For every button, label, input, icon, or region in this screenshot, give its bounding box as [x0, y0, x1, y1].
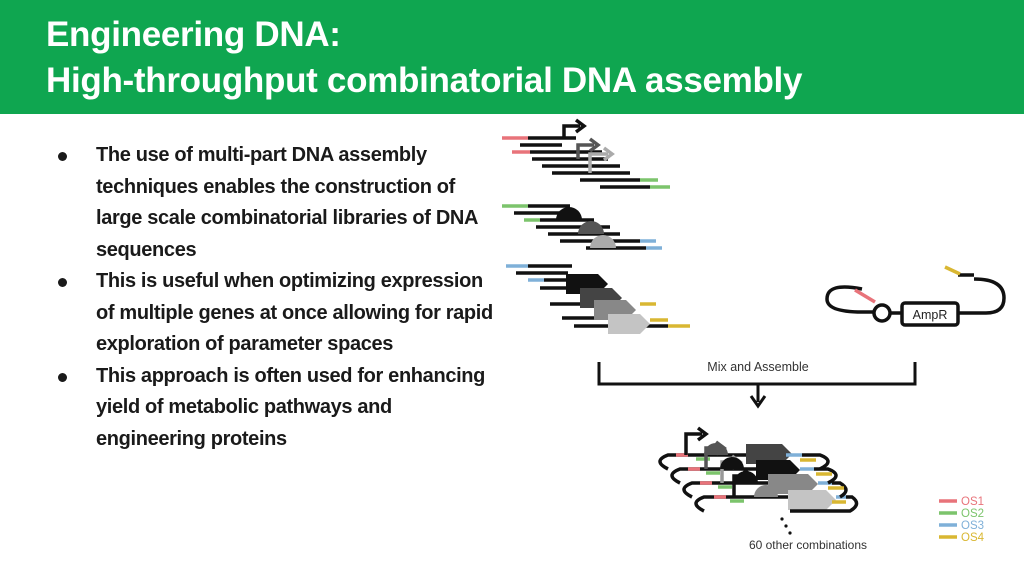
- bullet-text: The use of multi-part DNA assembly techniques enables the construction of large scale combinatorial libraries of DNA sequences: [96, 144, 478, 261]
- bullet-item: [56, 140, 496, 266]
- vector-backbone: [827, 267, 1004, 325]
- legend-label-os2: OS2: [961, 508, 985, 520]
- bullet-item: [56, 361, 496, 456]
- slide-title: [46, 12, 802, 104]
- ampr-label: AmpR: [912, 308, 948, 322]
- title-line-2: High-throughput combinatorial DNA assembly: [46, 61, 803, 100]
- bullet-item: [56, 266, 496, 361]
- assembled-constructs: [660, 428, 867, 552]
- title-banner: [0, 0, 1024, 114]
- legend-label-os4: OS4: [961, 532, 985, 544]
- bullet-text: This is useful when optimizing expression of multiple genes at once allowing for rapid exploration of parameter spaces: [96, 270, 493, 355]
- assembly-diagram: [490, 114, 1024, 576]
- legend-item-os4: [939, 532, 985, 544]
- bullet-text: This approach is often used for enhancing yield of metabolic pathways and engineering proteins: [96, 364, 486, 450]
- bullet-list: [56, 140, 496, 455]
- combinations-label: 60 other combinations: [748, 538, 868, 552]
- title-line-1: Engineering DNA:: [46, 15, 341, 54]
- bullet-dot-icon: [58, 152, 67, 161]
- legend-label-os3: OS3: [961, 520, 985, 532]
- bullet-dot-icon: [58, 373, 67, 382]
- legend-item-os2: [939, 508, 984, 520]
- legend-item-os3: [939, 520, 984, 532]
- overhang-legend: [939, 496, 985, 544]
- legend-item-os1: [939, 496, 984, 508]
- mix-bracket: [599, 360, 915, 406]
- bullet-dot-icon: [58, 278, 67, 287]
- cds-part-set: [506, 266, 690, 334]
- promoter-part-set: [502, 120, 670, 187]
- mix-assemble-label: Mix and Assemble: [707, 360, 809, 374]
- rbs-part-set: [502, 206, 662, 248]
- legend-label-os1: OS1: [961, 496, 985, 508]
